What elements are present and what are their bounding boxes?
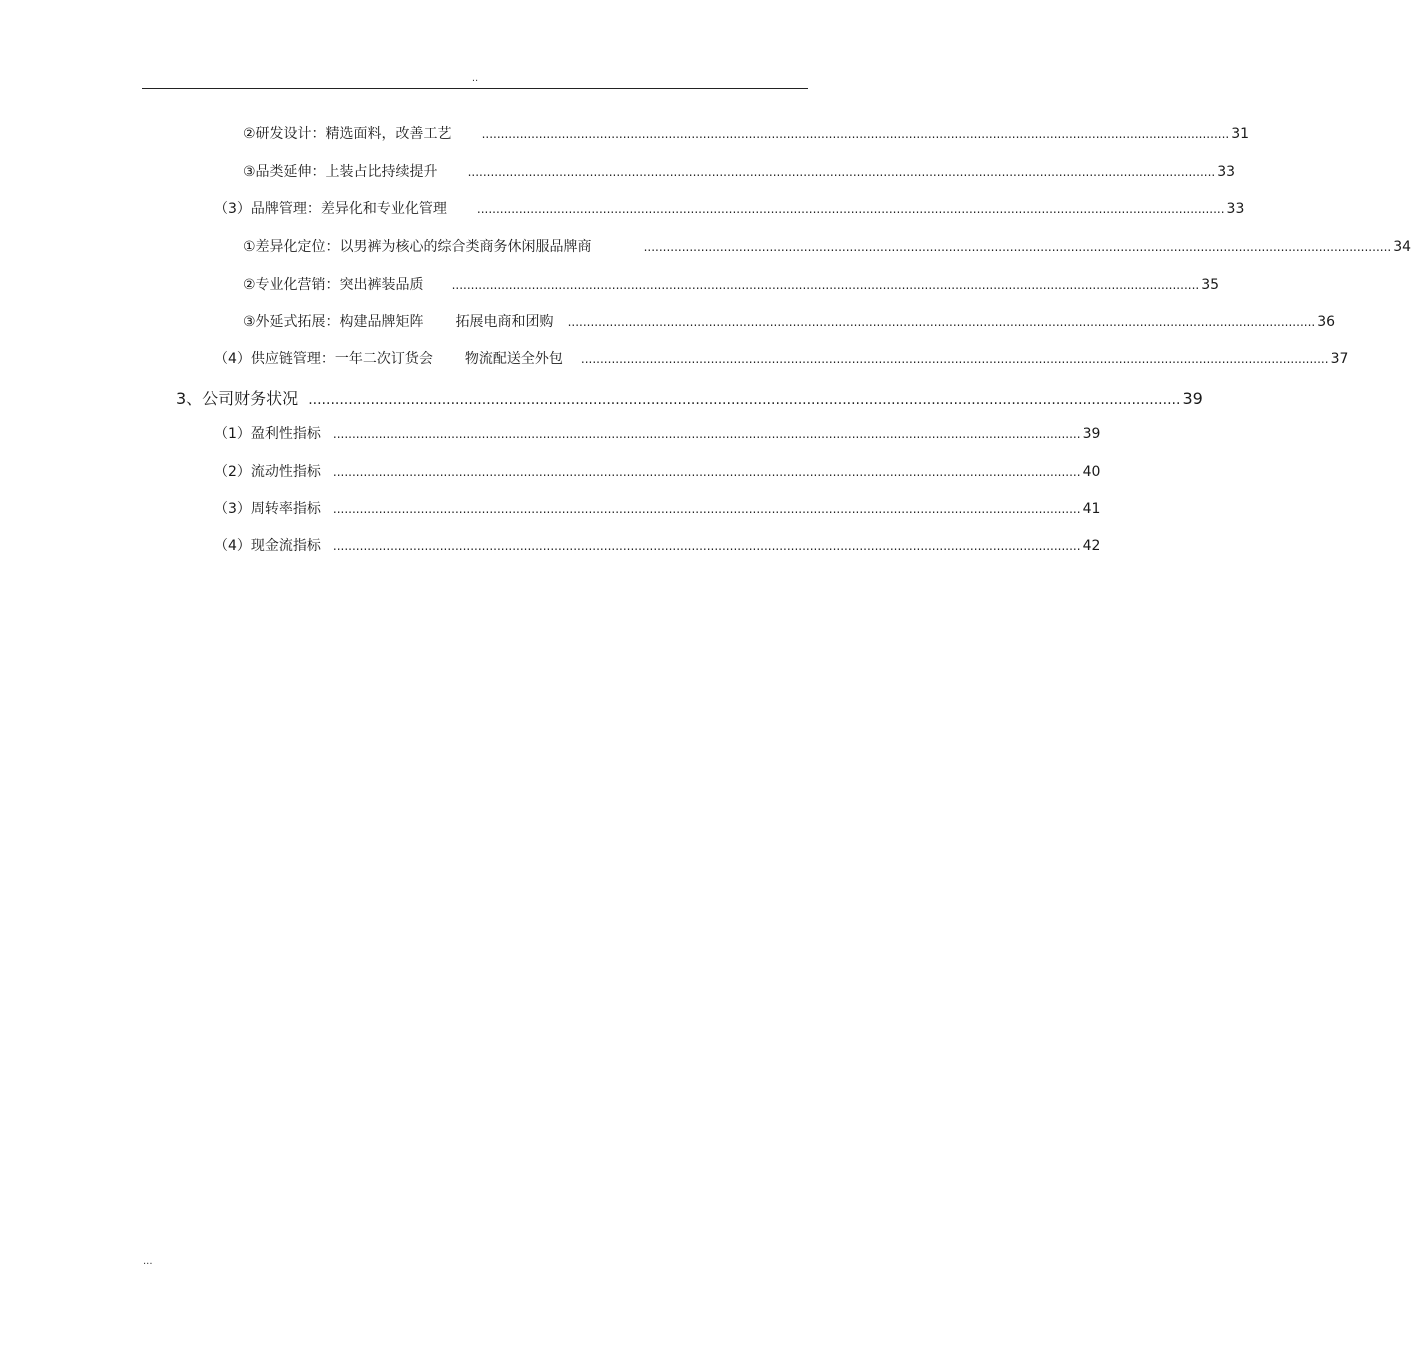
toc-page-number: 34 [1393,239,1411,255]
toc-dot-leader: .................................................................................................................................................................................................... [332,427,1081,441]
header-mark: .. [471,73,479,84]
footer-mark: ... [143,1256,153,1267]
toc-entry[interactable] [214,424,1101,444]
toc-entry-title: （3）周转率指标 [214,501,321,517]
toc-entry-title: （4）现金流指标 [214,538,321,554]
toc-entry[interactable] [243,237,1411,257]
toc-page-number: 33 [1217,164,1236,180]
toc-entry-title: （1）盈利性指标 [214,426,321,442]
toc-dot-leader: .................................................................................................................................................................................................... [580,352,1329,366]
toc-entry[interactable] [214,462,1101,482]
toc-entry-chapter[interactable] [176,388,1203,411]
toc-page-number: 39 [1182,389,1203,408]
toc-dot-leader: .................................................................................................................................................................................................... [476,202,1225,216]
toc-page-number: 35 [1201,277,1220,293]
toc-dot-leader: .................................................................................................................................................................................................... [332,539,1081,553]
toc-entry[interactable] [243,312,1336,332]
toc-entry-title: 3、公司财务状况 [176,389,299,408]
toc-entry-title: ③品类延伸：上装占比持续提升 [243,164,438,180]
toc-dot-leader: .................................................................................................................................................................................................... [567,315,1316,329]
toc-page-number: 37 [1330,351,1349,367]
toc-dot-leader: .................................................................................................................................................................................................... [332,465,1081,479]
toc-entry[interactable] [243,275,1220,295]
toc-entry-title: ②专业化营销：突出裤装品质 [243,277,424,293]
toc-dot-leader: .................................................................................................................................................................................................... [481,127,1230,141]
toc-page-number: 33 [1226,201,1245,217]
toc-entry-title: ②研发设计：精选面料，改善工艺 [243,126,452,142]
toc-dot-leader: .................................................................................................................................................................................................... [467,165,1216,179]
toc-entry-title: （4）供应链管理：一年二次订货会 [214,351,433,367]
toc-page-number: 36 [1317,314,1336,330]
toc-entry-title: （2）流动性指标 [214,464,321,480]
toc-page-number: 31 [1231,126,1250,142]
toc-entry[interactable] [214,199,1245,219]
toc-entry-subtitle: 物流配送全外包 [464,351,563,367]
toc-dot-leader: .................................................................................................................................................................................................... [332,502,1081,516]
toc-entry-title: （3）品牌管理：差异化和专业化管理 [214,201,447,217]
toc-entry[interactable] [214,499,1101,519]
toc-page-number: 41 [1082,501,1101,517]
toc-dot-leader: .................................................................................................................................................................................................... [643,240,1392,254]
header-rule [142,88,808,89]
toc-entry[interactable] [214,349,1349,369]
toc-dot-leader: .................................................................................................................................................................................................... [451,278,1200,292]
toc-entry-title: ③外延式拓展：构建品牌矩阵 [243,314,424,330]
toc-dot-leader: .................................................................................................................................................................................................... [308,392,1181,408]
toc-entry-title: ①差异化定位：以男裤为核心的综合类商务休闲服品牌商 [243,239,592,255]
toc-page-number: 39 [1082,426,1101,442]
toc-entry-subtitle: 拓展电商和团购 [455,314,554,330]
toc-entry[interactable] [243,124,1250,144]
toc-page-number: 40 [1082,464,1101,480]
toc-entry[interactable] [214,536,1101,556]
toc-entry[interactable] [243,162,1236,182]
toc-page-number: 42 [1082,538,1101,554]
